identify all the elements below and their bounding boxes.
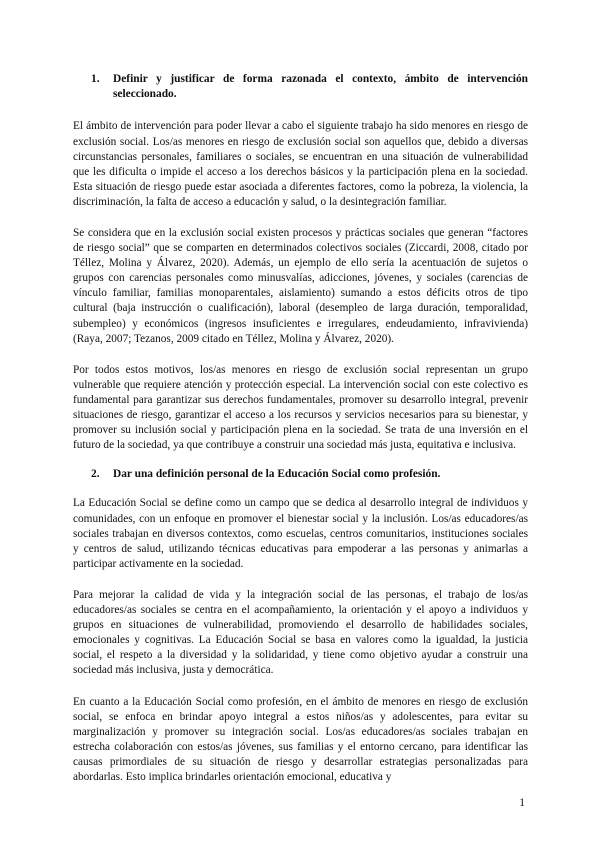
section-2-paragraph-2: Para mejorar la calidad de vida y la integración social de las personas, el trabajo de los/as educadores/as sociales se centra en el acompañamiento, la orientación y el apoyo a individuos y grupos en situaciones de vulnerabilidad, promoviendo el desarrollo de habilidades sociales, emocionales y cognitivas. La Educación Social se basa en valores como la igualdad, la justicia social, el respeto a la diversidad y la solidaridad, y tiene como objetivo ayudar a construir una sociedad más inclusiva, justa y democrática. [73, 588, 528, 677]
page-number: 1 [519, 797, 525, 809]
section-2-title: Dar una definición personal de la Educación Social como profesión. [113, 468, 441, 481]
section-1-paragraph-2: Se considera que en la exclusión social existen procesos y prácticas sociales que generan “factores de riesgo social” que se comparten en determinados colectivos sociales (Ziccardi, 2008, citado por Téllez, Molina y Álvarez, 2020). Además, un ejemplo de ello sería la acentuación de sujetos o grupos con carencias personales como minusvalías, adicciones, jóvenes, y sociales (carencias de vínculo familiar, familias monoparentales, aislamiento) sumando a estos déficits otros de tipo cultural (baja instrucción o cualificación), laboral (desempleo de larga duración, temporalidad, subempleo) y económicos (ingresos insuficientes e irregulares, endeudamiento, infravivienda) (Raya, 2007; Tezanos, 2009 citado en Téllez, Molina y Álvarez, 2020). [73, 226, 528, 345]
section-1-paragraph-1: El ámbito de intervención para poder llevar a cabo el siguiente trabajo ha sido menores en riesgo de exclusión social. Los/as menores en riesgo de exclusión social son aquellos que, debido a diversas circunstancias personales, familiares o sociales, se encuentran en una situación de vulnerabilidad que les dificulta o impide el acceso a los derechos básicos y la participación plena en la sociedad. Esta situación de riesgo puede estar asociada a diferentes factores, como la pobreza, la violencia, la discriminación, la falta de acceso a educación y salud, o la desintegración familiar. [73, 120, 528, 208]
section-2-heading [73, 467, 528, 482]
section-1-heading [73, 72, 528, 102]
section-2-number: 2. [91, 468, 100, 481]
section-1-paragraph-3: Por todos estos motivos, los/as menores en riesgo de exclusión social representan un grupo vulnerable que requiere atención y protección especial. La intervención social con este colectivo es fundamental para garantizar sus derechos fundamentales, promover su desarrollo integral, prevenir situaciones de riesgo, garantizar el acceso a los recursos y servicios necesarios para su bienestar, y promover su inclusión social y participación plena en la sociedad. Se trata de una inversión en el futuro de la sociedad, ya que contribuye a construir una sociedad más justa, equitativa e inclusiva. [73, 363, 528, 452]
page-content [73, 70, 528, 785]
section-2-paragraph-1: La Educación Social se define como un campo que se dedica al desarrollo integral de individuos y comunidades, con un enfoque en promover el bienestar social y la inclusión. Los/as educadores/as sociales trabajan en diversos contextos, como escuelas, centros comunitarios, instituciones sociales y centros de salud, utilizando técnicas educativas para empoderar a las personas y animarlas a participar activamente en la sociedad. [73, 497, 528, 570]
section-1-number: 1. [91, 73, 100, 85]
section-1-title: Definir y justificar de forma razonada el contexto, ámbito de intervención seleccionado. [113, 73, 528, 101]
section-2-paragraph-3: En cuanto a la Educación Social como profesión, en el ámbito de menores en riesgo de exclusión social, se enfoca en brindar apoyo integral a estos niños/as y adolescentes, para evitar su marginalización y promover su integración social. Los/as educadores/as sociales trabajan en estrecha colaboración con estos/as jóvenes, sus familias y el entorno cercano, para identificar las causas primordiales de su situación de riesgo y desarrollar estrategias personalizadas para abordarlas. Esto implica brindarles orientación emocional, educativa y [73, 695, 528, 783]
